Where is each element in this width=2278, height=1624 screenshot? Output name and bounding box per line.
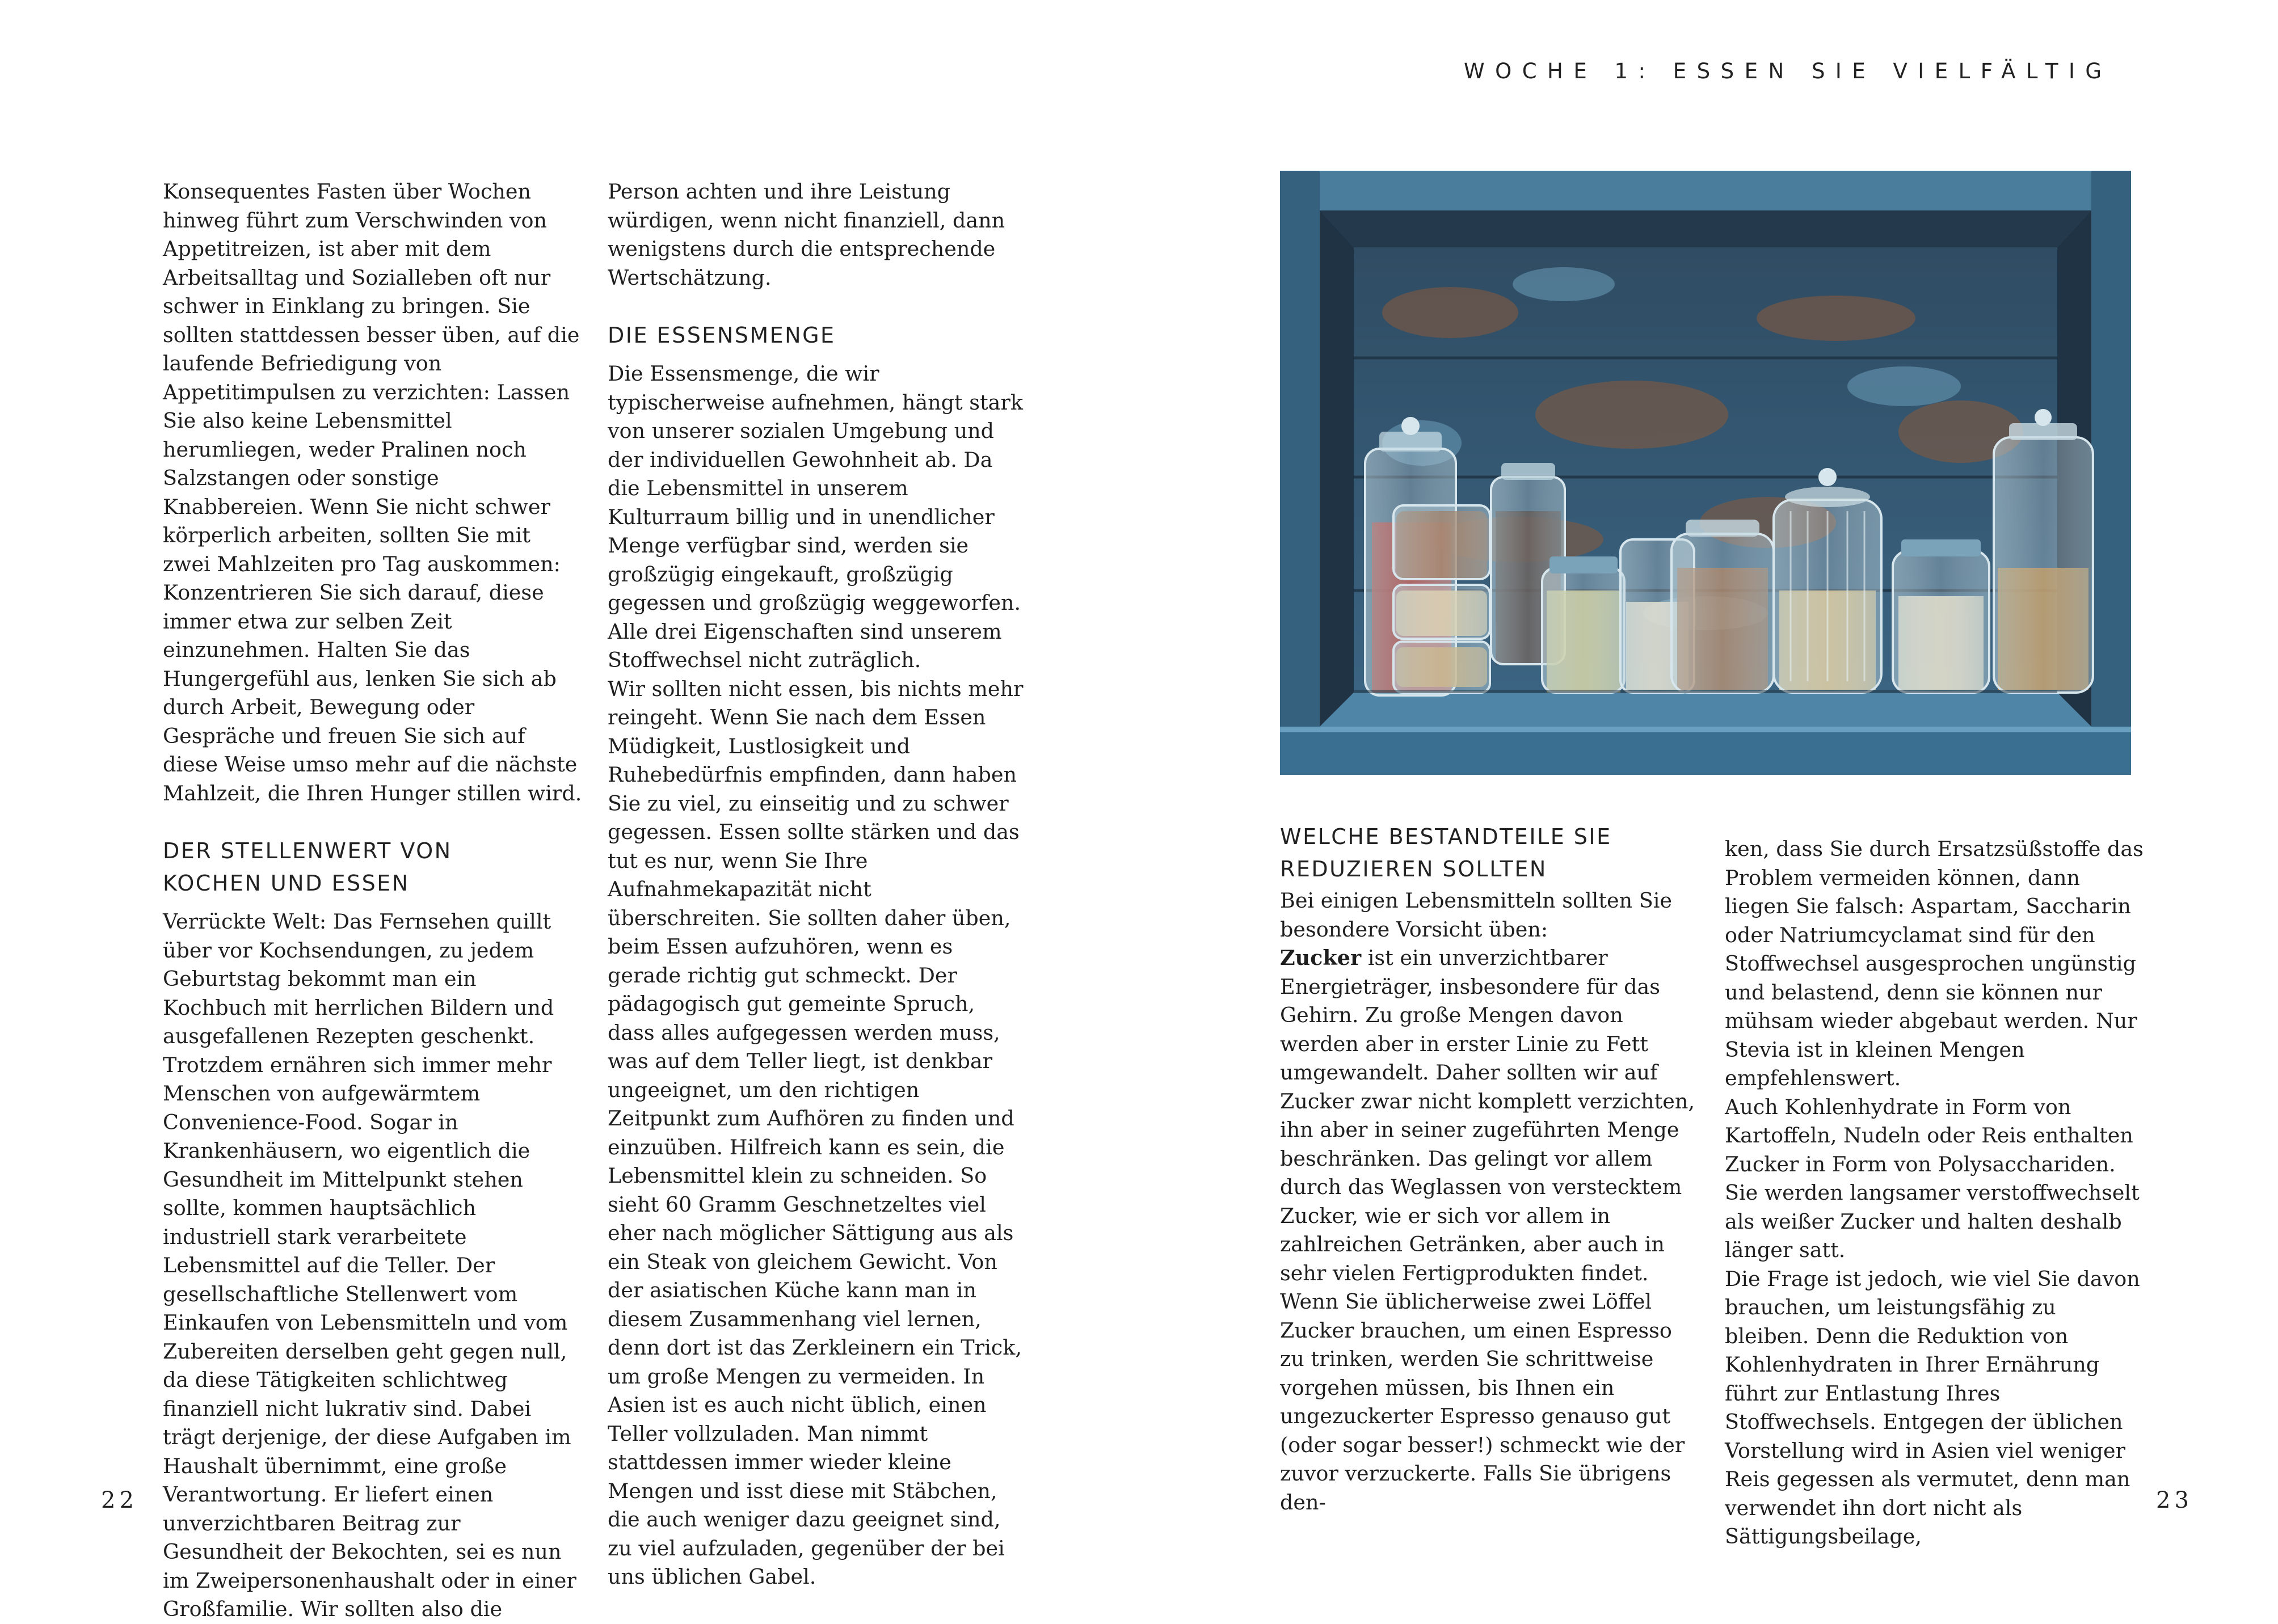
page-number-right: 23 <box>2156 1487 2193 1513</box>
body-paragraph-zucker <box>1280 944 1700 1517</box>
body-paragraph: Bei einigen Lebensmitteln sollten Sie besondere Vorsicht üben: <box>1280 888 1672 942</box>
body-paragraph: Die Essensmenge, die wir typischerweise aufnehmen, hängt stark von unserer sozialen Umgebung und der individuellen Gewohnheit ab. Da die Lebensmittel in unserem Kulturraum billig und in unendlicher Menge verfügbar sind, werden sie großzügig eingekauft, großzügig gegessen und großzügig weggeworfen. Alle drei Eigenschaften sind unserem Stoffwechsel nicht zuträglich. <box>608 361 1023 672</box>
heading-line: REDUZIEREN SOLLTEN <box>1280 857 1547 881</box>
heading-line: KOCHEN UND ESSEN <box>163 871 410 896</box>
photo-jars-on-shelf <box>1280 171 2131 775</box>
body-paragraph: Verrückte Welt: Das Fernsehen quillt über vor Kochsendungen, zu jedem Geburtstag bekommt man ein Kochbuch mit herrlichen Bildern und ausgefallenen Rezepten geschenkt. Trotzdem ernähren sich immer mehr Menschen von aufgewärmtem Convenience-Food. Sogar in Krankenhäusern, wo eigentlich die Gesundheit im Mittelpunkt stehen sollte, kommen hauptsächlich industriell stark verarbeitete Lebensmittel auf die Teller. Der gesellschaftliche Stellenwert vom Einkaufen von Lebensmitteln und vom Zubereiten derselben geht gegen null, da diese Tätigkeiten schlichtweg finanziell nicht lukrativ sind. Dabei trägt derjenige, der diese Aufgaben im Haushalt übernimmt, eine große Verantwortung. Er liefert einen unverzichtbaren Beitrag zur Gesundheit der Bekochten, sei es nun im Zweipersonenhaushalt oder in einer Großfamilie. Wir sollten also die <box>163 909 576 1621</box>
body-paragraph: Wir sollten nicht essen, bis nichts mehr reingeht. Wenn Sie nach dem Essen Müdigkeit, Lustlosigkeit und Ruhebedürfnis empfinden, dann haben Sie zu viel, zu einseitig und zu schwer gegessen. Essen sollte stärken und das tut es nur, wenn Sie Ihre Aufnahmekapazität nicht überschreiten. Sie sollten daher üben, beim Essen aufzuhören, wenn es gerade richtig gut schmeckt. Der pädagogisch gut gemeinte Spruch, dass alles aufgegessen werden muss, was auf dem Teller liegt, ist denkbar ungeeignet, um den richtigen Zeitpunkt zum Aufhören zu finden und einzuüben. Hilfreich kann es sein, die Lebensmittel klein zu schneiden. So sieht 60 Gramm Geschnetzeltes viel eher nach möglicher Sättigung aus als ein Steak von gleichem Gewicht. Von der asiatischen Küche kann man in diesem Zusammenhang viel lernen, denn dort ist das Zerkleinern ein Trick, um große Mengen zu vermeiden. In Asien ist es auch nicht üblich, einen Teller vollzuladen. Man nimmt stattdessen immer wieder kleine Mengen und isst diese mit Stäbchen, die auch weniger dazu geeignet sind, zu viel aufzuladen, gegenüber der bei uns üblichen Gabel. <box>608 676 1024 1589</box>
body-paragraph: Person achten und ihre Leistung würdigen, wenn nicht finanziell, dann wenigstens durch die entsprechende Wertschätzung. <box>608 179 1005 290</box>
body-paragraph: ken, dass Sie durch Ersatzsüßstoffe das Problem vermeiden können, dann liegen Sie falsch: Aspartam, Saccharin oder Natriumcyclamat sind für den Stoffwechsel ausgesprochen ungünstig und belastend, denn sie können nur mühsam wieder abgebaut werden. Nur Stevia ist in kleinen Mengen empfehlenswert. <box>1725 837 2144 1090</box>
right-page-column-1 <box>1280 821 1700 1517</box>
jars-illustration <box>1280 171 2131 775</box>
body-paragraph: Konsequentes Fasten über Wochen hinweg führt zum Verschwinden von Appetitreizen, ist aber mit dem Arbeitsalltag und Sozialleben oft nur schwer in Einklang zu bringen. Sie sollten stattdessen besser üben, auf die laufende Befriedigung von Appetitimpulsen zu verzichten: Lassen Sie also keine Lebensmittel herumliegen, weder Pralinen noch Salzstangen oder sonstige Knabbereien. Wenn Sie nicht schwer körperlich arbeiten, sollten Sie mit zwei Mahlzeiten pro Tag auskommen: Konzentrieren Sie sich darauf, diese immer etwa zur selben Zeit einzunehmen. Halten Sie das Hungergefühl aus, lenken Sie sich ab durch Arbeit, Bewegung oder Gespräche und freuen Sie sich auf diese Weise umso mehr auf die nächste Mahlzeit, die Ihren Hunger stillen wird. <box>163 179 582 805</box>
section-heading-stellenwert <box>163 835 583 900</box>
page-number-left: 22 <box>101 1487 138 1513</box>
right-page-column-2 <box>1725 835 2145 1551</box>
heading-line: WELCHE BESTANDTEILE SIE <box>1280 824 1612 849</box>
section-heading-bestandteile <box>1280 821 1700 885</box>
body-paragraph: Die Frage ist jedoch, wie viel Sie davon brauchen, um leistungsfähig zu bleiben. Denn die Reduktion von Kohlenhydraten in Ihrer Ernährung führt zur Entlastung Ihres Stoffwechsels. Entgegen der üblichen Vorstellung wird in Asien viel weniger Reis gegessen als vermutet, denn man verwendet ihn dort nicht als Sättigungsbeilage, <box>1725 1266 2140 1549</box>
body-paragraph: Auch Kohlenhydrate in Form von Kartoffeln, Nudeln oder Reis enthalten Zucker in Form von Polysacchariden. Sie werden langsamer verstoffwechselt als weißer Zucker und halten deshalb länger satt. <box>1725 1094 2140 1262</box>
paragraph-text: ist ein unverzichtbarer Energieträger, insbesondere für das Gehirn. Zu große Mengen davon werden aber in erster Linie zu Fett umgewandelt. Daher sollten wir auf Zucker zwar nicht komplett verzichten, ihn aber in seiner zugeführten Menge beschränken. Das gelingt vor allem durch das Weglassen von verstecktem Zucker, wie er sich vor allem in zahlreichen Getränken, aber auch in sehr vielen Fertigprodukten findet. Wenn Sie üblicherweise zwei Löffel Zucker brauchen, um einen Espresso zu trinken, werden Sie schrittweise vorgehen müssen, bis Ihnen ein ungezuckerter Espresso genauso gut (oder sogar besser!) schmeckt wie der zuvor verzuckerte. Falls Sie übrigens den- <box>1280 946 1695 1515</box>
running-header: WOCHE 1: ESSEN SIE VIELFÄLTIG <box>1464 59 2112 83</box>
left-page-column-2 <box>608 178 1028 1592</box>
section-heading-essensmenge: DIE ESSENSMENGE <box>608 323 836 348</box>
bold-term-zucker: Zucker <box>1280 946 1362 970</box>
left-page-column-1 <box>163 178 583 1624</box>
heading-line: DER STELLENWERT VON <box>163 838 452 863</box>
